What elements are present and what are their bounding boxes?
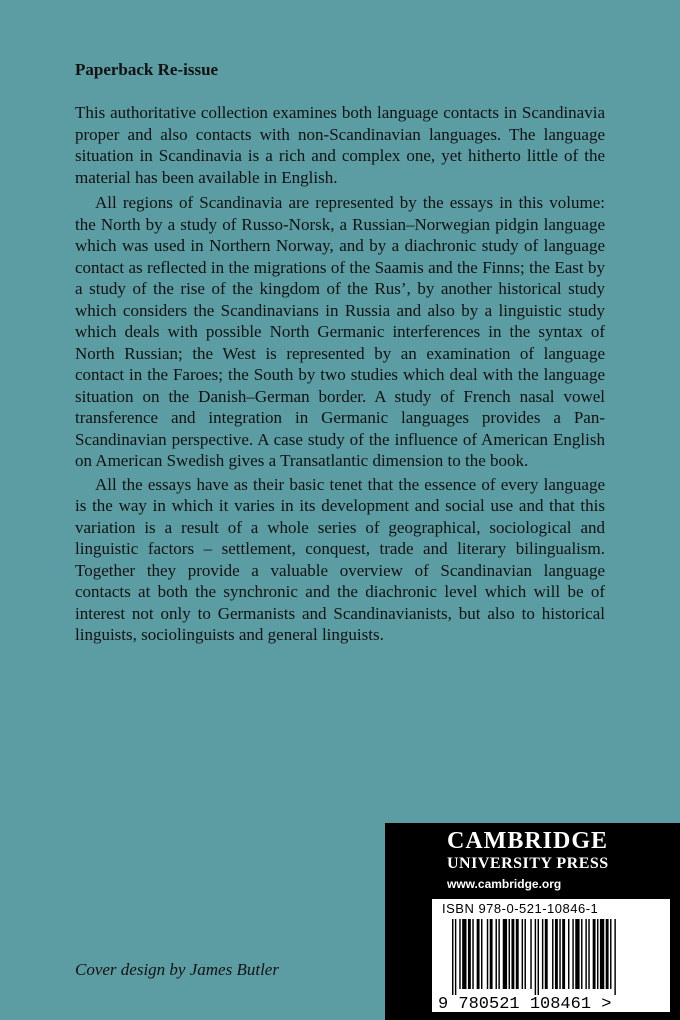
barcode-bar <box>588 919 589 989</box>
barcode-bar <box>552 919 553 989</box>
barcode-bar <box>568 919 569 989</box>
barcode-bar <box>555 919 558 989</box>
barcode-bar <box>525 919 526 989</box>
barcode-bar <box>511 919 514 989</box>
barcode-bar <box>545 919 548 989</box>
barcode-bar <box>452 919 453 995</box>
barcode-digits: 9 780521 108461 > <box>438 995 612 1011</box>
barcode-bar <box>585 919 586 989</box>
barcode-bar <box>496 919 497 989</box>
barcode-bar <box>530 919 531 989</box>
barcode-bar <box>572 919 573 989</box>
barcode-bar <box>462 919 466 989</box>
barcode-bar <box>516 919 519 989</box>
barcode-bar <box>535 919 536 995</box>
barcode-bar <box>593 919 596 989</box>
publisher-subtitle: UNIVERSITY PRESS <box>447 855 609 872</box>
barcode-bar <box>503 919 507 989</box>
barcode-bar <box>455 919 456 995</box>
barcode-bar <box>468 919 471 989</box>
barcode-bar <box>575 919 579 989</box>
cover-design-credit: Cover design by James Butler <box>75 960 279 979</box>
publisher-imprint-box <box>385 823 680 1020</box>
barcode-bar <box>606 919 609 989</box>
blurb-paragraph-2: All regions of Scandinavia are represented by the essays in this volume: the North by a study of Russo-Norsk, a Russian–Norwegian pidgin language which was used in Northern Norway, and by a diachronic study of language contact as reflected in the migrations of the Saamis and the Finns; the East by a study of the rise of the kingdom of the Rus’, by another historical study which considers the Scandinavians in Russia and also by a linguistic study which deals with possible North Germanic interferences in the syntax of North Russian; the West is represented by an examination of language contact in the Faroes; the South by two studies which deal with the language situation on the Danish–German border. A study of French nasal vowel transference and integration in Germanic languages provides a Pan-Scandinavian perspective. A case study of the influence of American English on American Swedish gives a Transatlantic dimension to the book. <box>75 193 605 470</box>
blurb-paragraph-3: All the essays have as their basic tenet that the essence of every language is the way in which it varies in its development and social use and that this variation is a result of a whole series of geographical, sociological and linguistic factors – settlement, conquest, trade and literary bilingualism. Together they provide a valuable overview of Scandinavian language contacts at both the synchronic and the diachronic level which will be of interest not only to Germanists and Scandinavianists, but also to historical linguists, sociolinguists and general linguists. <box>75 474 605 644</box>
barcode-bar <box>559 919 560 989</box>
blurb-paragraph-1: This authoritative collection examines both language contacts in Scandinavia proper and also contacts with non-Scandinavian languages. The language situation in Scandinavia is a rich and complex one, yet hitherto little of the material has been available in English. <box>75 103 605 187</box>
barcode-bar <box>509 919 510 989</box>
isbn-label: ISBN 978-0-521-10846-1 <box>442 901 599 916</box>
blurb-text <box>75 102 605 646</box>
barcode-bar <box>522 919 523 989</box>
barcode-bar <box>459 919 460 989</box>
barcode-bar <box>562 919 565 989</box>
barcode <box>438 919 664 1011</box>
barcode-bar <box>477 919 480 989</box>
barcode-bar <box>538 919 539 995</box>
barcode-bar <box>610 919 611 989</box>
barcode-bar <box>597 919 598 989</box>
barcode-bar <box>600 919 604 989</box>
barcode-bar <box>614 919 615 995</box>
barcode-bar <box>487 919 488 989</box>
publisher-name: CAMBRIDGE <box>447 828 609 854</box>
isbn-barcode-panel <box>432 899 670 1012</box>
barcode-bar <box>581 919 582 989</box>
barcode-bar <box>542 919 543 989</box>
barcode-bar <box>498 919 499 989</box>
barcode-bar <box>472 919 473 989</box>
barcode-bar <box>490 919 493 989</box>
barcode-bar <box>481 919 482 989</box>
section-heading: Paperback Re-issue <box>75 60 219 79</box>
publisher-url: www.cambridge.org <box>447 877 562 891</box>
